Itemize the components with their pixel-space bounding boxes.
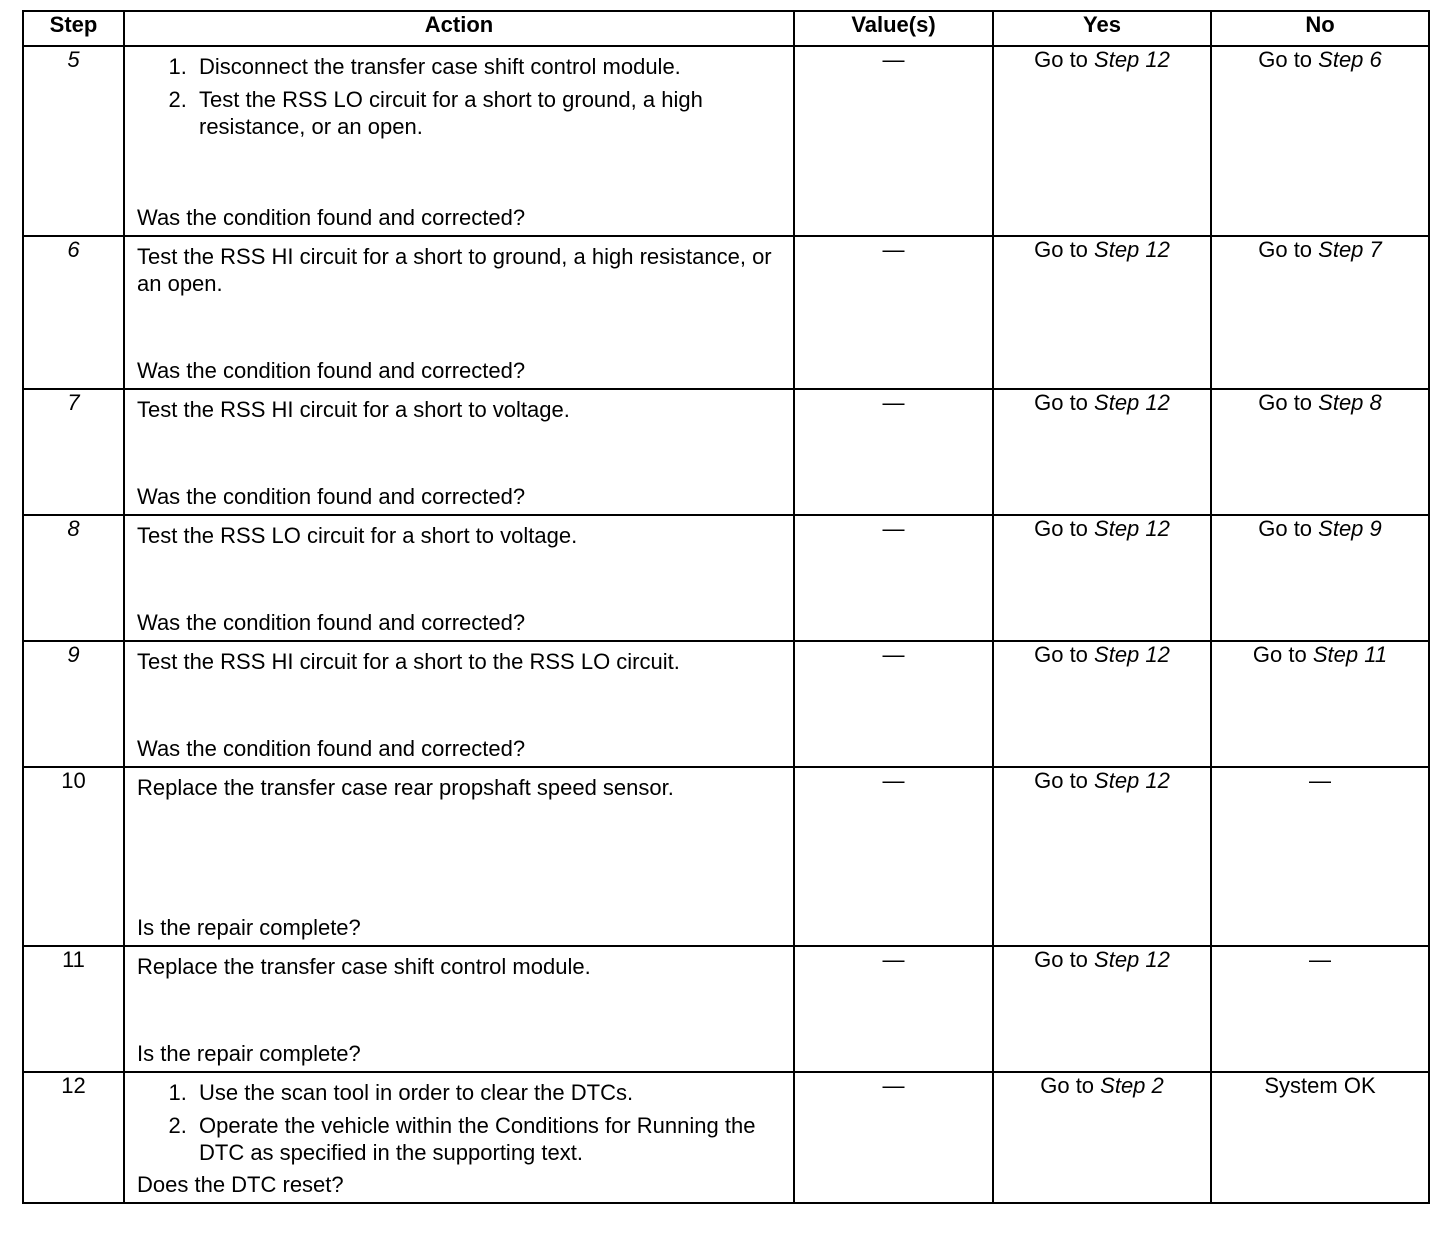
yes-cell: [993, 236, 1211, 389]
yes-step-link[interactable]: Step 12: [1094, 237, 1170, 262]
header-row: [23, 11, 1429, 46]
diagnostic-table: [22, 10, 1430, 1204]
yes-prefix: Go to: [1034, 516, 1095, 541]
yes-cell: [993, 946, 1211, 1072]
value-cell: —: [794, 946, 993, 1072]
action-cell: [124, 1072, 794, 1203]
yes-cell: [993, 515, 1211, 641]
step-number: 10: [23, 767, 124, 946]
action-text: Replace the transfer case shift control module.: [137, 954, 591, 979]
yes-prefix: Go to: [1034, 768, 1095, 793]
value-cell: —: [794, 767, 993, 946]
action-text: Test the RSS HI circuit for a short to the RSS LO circuit.: [137, 649, 680, 674]
table-row: [23, 767, 1429, 946]
no-prefix: Go to: [1258, 390, 1319, 415]
yes-step-link[interactable]: Step 12: [1094, 516, 1170, 541]
no-prefix: Go to: [1258, 47, 1319, 72]
action-text: Test the RSS HI circuit for a short to voltage.: [137, 397, 570, 422]
no-prefix: Go to: [1258, 516, 1319, 541]
step-number: 12: [23, 1072, 124, 1203]
action-steps: [137, 1079, 781, 1166]
yes-prefix: Go to: [1040, 1073, 1101, 1098]
action-step-item: 1. Use the scan tool in order to clear the DTCs.: [193, 1079, 781, 1106]
table-row: [23, 946, 1429, 1072]
yes-prefix: Go to: [1034, 947, 1095, 972]
no-step-link[interactable]: Step 9: [1318, 516, 1382, 541]
value-cell: —: [794, 515, 993, 641]
step-number: 6: [23, 236, 124, 389]
step-number: 7: [23, 389, 124, 515]
action-question: Was the condition found and corrected?: [137, 736, 526, 761]
step-number: 8: [23, 515, 124, 641]
table-row: [23, 236, 1429, 389]
action-text: Test the RSS HI circuit for a short to ground, a high resistance, or an open.: [137, 244, 772, 296]
action-step-item: 2. Test the RSS LO circuit for a short to ground, a high resistance, or an open.: [193, 86, 781, 140]
no-cell: [1211, 236, 1429, 389]
no-step-link[interactable]: Step 11: [1312, 642, 1388, 667]
action-question: Was the condition found and corrected?: [137, 358, 526, 383]
yes-cell: [993, 767, 1211, 946]
yes-prefix: Go to: [1034, 390, 1095, 415]
action-question: Was the condition found and corrected?: [137, 205, 526, 230]
no-cell: —: [1211, 946, 1429, 1072]
action-text: Replace the transfer case rear propshaft speed sensor.: [137, 775, 674, 800]
no-cell: [1211, 46, 1429, 236]
value-cell: —: [794, 389, 993, 515]
no-step-link[interactable]: Step 6: [1318, 47, 1382, 72]
no-cell: —: [1211, 767, 1429, 946]
no-prefix: Go to: [1258, 237, 1319, 262]
header-no: No: [1211, 11, 1429, 46]
yes-cell: [993, 641, 1211, 767]
value-cell: —: [794, 46, 993, 236]
no-prefix: Go to: [1252, 642, 1313, 667]
table-row: [23, 46, 1429, 236]
action-question: Is the repair complete?: [137, 1041, 361, 1066]
value-cell: —: [794, 1072, 993, 1203]
yes-step-link[interactable]: Step 12: [1094, 768, 1170, 793]
yes-step-link[interactable]: Step 12: [1094, 642, 1170, 667]
action-step-item: 1. Disconnect the transfer case shift control module.: [193, 53, 781, 80]
yes-step-link[interactable]: Step 12: [1094, 390, 1170, 415]
yes-cell: [993, 46, 1211, 236]
header-step: Step: [23, 11, 124, 46]
yes-step-link[interactable]: Step 2: [1100, 1073, 1164, 1098]
step-number: 5: [23, 46, 124, 236]
table-row: [23, 389, 1429, 515]
no-cell: [1211, 515, 1429, 641]
yes-prefix: Go to: [1034, 47, 1095, 72]
action-cell: [124, 946, 794, 1072]
no-cell: [1211, 389, 1429, 515]
yes-step-link[interactable]: Step 12: [1094, 47, 1170, 72]
no-cell: [1211, 641, 1429, 767]
step-number: 11: [23, 946, 124, 1072]
no-step-link[interactable]: Step 7: [1318, 237, 1382, 262]
yes-prefix: Go to: [1034, 237, 1095, 262]
action-cell: [124, 515, 794, 641]
action-step-item: 2. Operate the vehicle within the Conditions for Running the DTC as specified in the supporting text.: [193, 1112, 781, 1166]
yes-prefix: Go to: [1034, 642, 1095, 667]
action-question: Was the condition found and corrected?: [137, 610, 526, 635]
header-values: Value(s): [794, 11, 993, 46]
yes-cell: [993, 1072, 1211, 1203]
action-question: Does the DTC reset?: [137, 1172, 344, 1197]
table-row: [23, 515, 1429, 641]
action-cell: [124, 389, 794, 515]
action-steps: [137, 53, 781, 140]
header-action: Action: [124, 11, 794, 46]
header-yes: Yes: [993, 11, 1211, 46]
action-cell: [124, 767, 794, 946]
no-step-link[interactable]: Step 8: [1318, 390, 1382, 415]
value-cell: —: [794, 641, 993, 767]
table-row: [23, 641, 1429, 767]
table-row: [23, 1072, 1429, 1203]
value-cell: —: [794, 236, 993, 389]
step-number: 9: [23, 641, 124, 767]
action-text: Test the RSS LO circuit for a short to voltage.: [137, 523, 578, 548]
yes-cell: [993, 389, 1211, 515]
action-cell: [124, 236, 794, 389]
action-question: Is the repair complete?: [137, 915, 361, 940]
yes-step-link[interactable]: Step 12: [1094, 947, 1170, 972]
action-cell: [124, 641, 794, 767]
no-cell: System OK: [1211, 1072, 1429, 1203]
action-cell: [124, 46, 794, 236]
action-question: Was the condition found and corrected?: [137, 484, 526, 509]
